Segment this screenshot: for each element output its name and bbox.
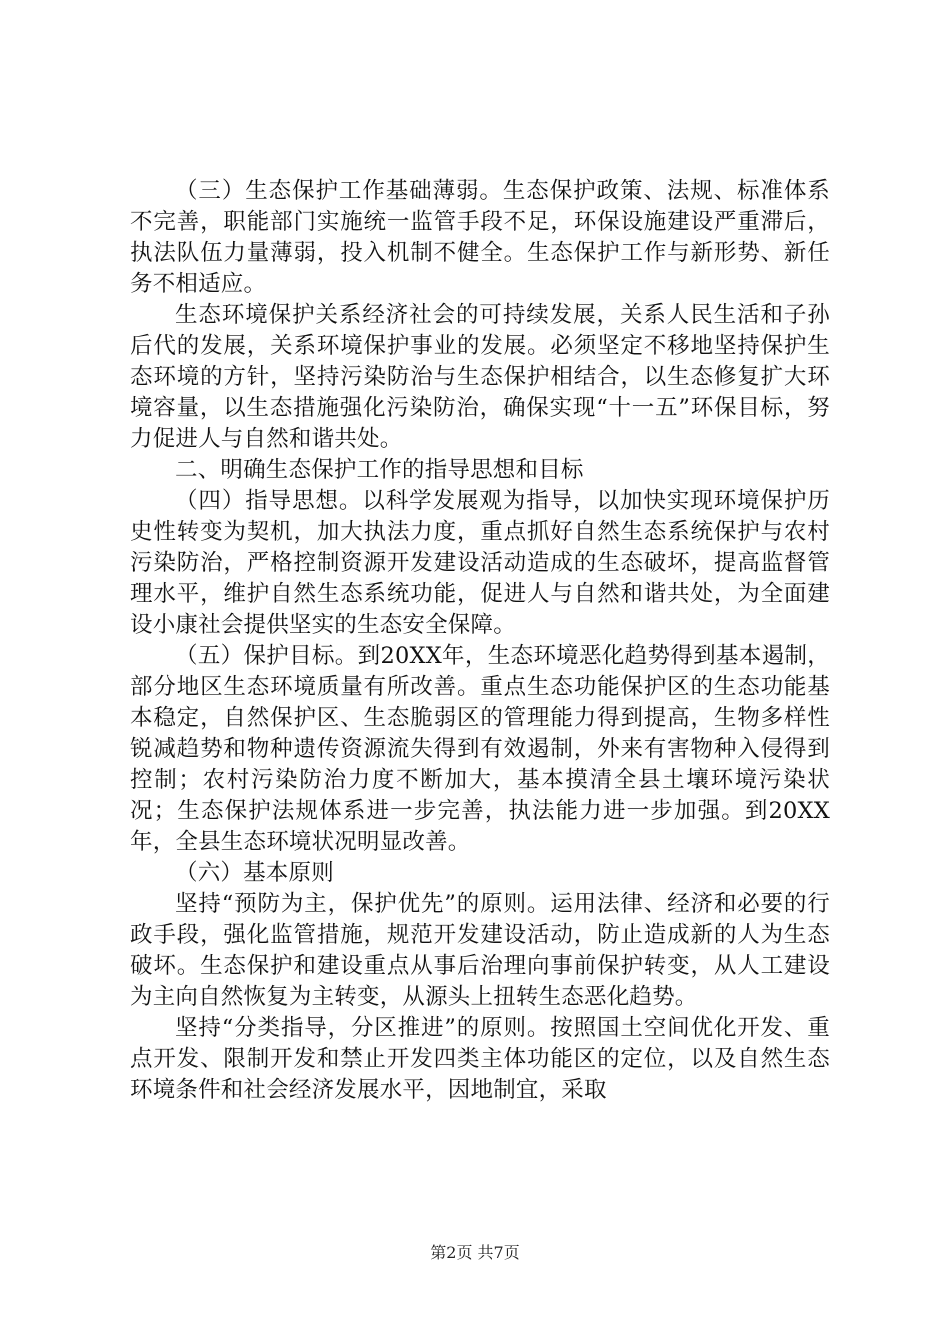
subheading-basic-principles: （六）基本原则 — [175, 860, 334, 886]
paragraph-classification-principle: 坚持“分类指导，分区推进”的原则。按照国土空间优化开发、重点开发、限制开发和禁止开发四类主体功能区的定位，以及自然生态环境条件和社会经济发展水平，因地制宜，采取 — [130, 1015, 830, 1103]
paragraph-prevention-principle: 坚持“预防为主，保护优先”的原则。运用法律、经济和必要的行政手段，强化监管措施，规范开发建设活动，防止造成新的人为生态破坏。生态保护和建设重点从事后治理向事前保护转变，从人工建设为主向自然恢复为主转变，从源头上扭转生态恶化趋势。 — [130, 891, 830, 1010]
paragraph-guiding-ideas: （四）指导思想。以科学发展观为指导，以加快实现环境保护历史性转变为契机，加大执法力度，重点抓好自然生态系统保护与农村污染防治，严格控制资源开发建设活动造成的生态破坏，提高监督管理水平，维护自然生态系统功能，促进人与自然和谐共处，为全面建设小康社会提供坚实的生态安全保障。 — [130, 488, 830, 638]
paragraph-ecological-importance: 生态环境保护关系经济社会的可持续发展，关系人民生活和子孙后代的发展，关系环境保护事业的发展。必须坚定不移地坚持保护生态环境的方针，坚持污染防治与生态保护相结合，以生态修复扩大环境容量，以生态措施强化污染防治，确保实现“十一五”环保目标，努力促进人与自然和谐共处。 — [130, 302, 830, 452]
document-body — [130, 176, 830, 1106]
section-heading-guiding-ideas: 二、明确生态保护工作的指导思想和目标 — [175, 457, 584, 483]
page-number-footer: 第2页 共7页 — [430, 1243, 520, 1262]
paragraph-foundation-weak: （三）生态保护工作基础薄弱。生态保护政策、法规、标准体系不完善，职能部门实施统一监管手段不足，环保设施建设严重滞后，执法队伍力量薄弱，投入机制不健全。生态保护工作与新形势、新任务不相适应。 — [130, 178, 830, 297]
paragraph-protection-goals: （五）保护目标。到20XX年，生态环境恶化趋势得到基本遏制，部分地区生态环境质量有所改善。重点生态功能保护区的生态功能基本稳定，自然保护区、生态脆弱区的管理能力得到提高，生物多样性锐减趋势和物种遗传资源流失得到有效遏制，外来有害物种入侵得到控制；农村污染防治力度不断加大，基本摸清全县土壤环境污染状况；生态保护法规体系进一步完善，执法能力进一步加强。到20XX年，全县生态环境状况明显改善。 — [130, 643, 830, 855]
